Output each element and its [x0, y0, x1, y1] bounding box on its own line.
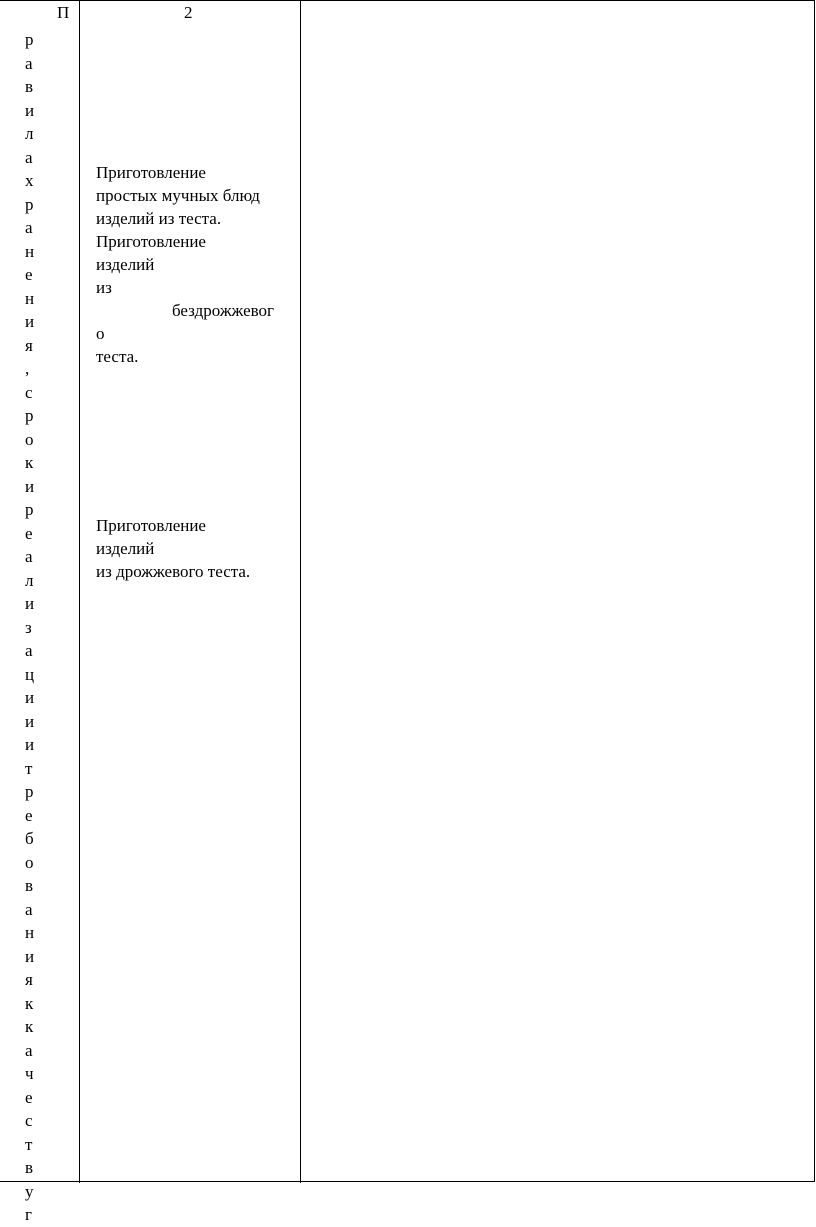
- vertical-letter: а: [25, 1040, 33, 1060]
- column-2-header: 2: [184, 3, 193, 22]
- vertical-letter: а: [25, 53, 33, 73]
- column-divider-2: [300, 1, 301, 1183]
- vertical-letter: р: [25, 406, 34, 425]
- vertical-letter: и: [25, 946, 35, 966]
- vertical-letter: я: [25, 970, 33, 989]
- text-line: Приготовление: [96, 163, 206, 182]
- vertical-letter: н: [25, 923, 35, 942]
- vertical-letter: к: [25, 453, 34, 472]
- vertical-letter: в: [25, 1158, 34, 1177]
- vertical-letter: ч: [25, 1064, 34, 1083]
- vertical-letter: а: [25, 218, 33, 237]
- vertical-letter: ,: [25, 359, 30, 378]
- vertical-letter: ц: [25, 664, 35, 684]
- vertical-letter: о: [25, 852, 34, 872]
- vertical-letter: в: [25, 77, 34, 96]
- vertical-letter: к: [25, 1017, 34, 1036]
- vertical-letter: е: [25, 265, 33, 284]
- vertical-letter: а: [25, 147, 33, 167]
- vertical-letter: р: [25, 30, 34, 49]
- vertical-letter: з: [25, 617, 32, 637]
- vertical-letter: т: [25, 758, 33, 778]
- column-1-header: П: [57, 3, 70, 22]
- text-line: из дрожжевого теста.: [96, 562, 251, 581]
- vertical-letter: с: [25, 382, 33, 402]
- vertical-letter: т: [25, 1134, 33, 1154]
- vertical-letter: а: [25, 899, 33, 919]
- vertical-letter: г: [25, 1205, 32, 1224]
- vertical-letter: я: [25, 335, 33, 355]
- text-line: Приготовление: [96, 516, 206, 535]
- vertical-letter: в: [25, 876, 34, 895]
- text-block-1: [96, 161, 274, 368]
- text-line: теста.: [96, 347, 139, 366]
- vertical-letter: е: [25, 1087, 33, 1107]
- vertical-letter: о: [25, 429, 34, 449]
- text-line: о: [96, 324, 105, 343]
- text-line: Приготовление: [96, 232, 206, 251]
- text-line: из: [96, 278, 112, 297]
- vertical-letter: р: [25, 194, 34, 214]
- vertical-letter: н: [25, 241, 35, 261]
- vertical-letter: е: [25, 805, 33, 825]
- vertical-letter: б: [25, 829, 34, 848]
- vertical-letter: л: [25, 124, 34, 143]
- vertical-letter: р: [25, 782, 34, 801]
- vertical-letter: и: [25, 312, 35, 331]
- vertical-letter: е: [25, 523, 33, 543]
- vertical-letter: к: [25, 993, 34, 1013]
- vertical-letter: и: [25, 711, 35, 731]
- text-line: изделий: [96, 255, 155, 274]
- vertical-letter: и: [25, 735, 35, 754]
- column-divider-1: [79, 1, 80, 1183]
- vertical-text: [25, 28, 34, 1227]
- vertical-letter: н: [25, 288, 35, 308]
- text-block-2: [96, 514, 250, 583]
- vertical-letter: и: [25, 100, 35, 120]
- text-line: бездрожжевог: [172, 301, 275, 320]
- text-line: изделий из теста.: [96, 209, 222, 228]
- column-1-cell: [0, 1, 79, 1224]
- vertical-letter: л: [25, 570, 34, 590]
- vertical-letter: а: [25, 641, 33, 660]
- vertical-letter: и: [25, 476, 35, 496]
- text-line: изделий: [96, 539, 155, 558]
- vertical-letter: а: [25, 547, 33, 566]
- vertical-letter: с: [25, 1111, 33, 1130]
- vertical-letter: и: [25, 688, 35, 707]
- text-line: простых мучных блюд: [96, 186, 260, 205]
- vertical-letter: и: [25, 594, 35, 613]
- vertical-letter: у: [25, 1181, 34, 1201]
- vertical-letter: х: [25, 171, 34, 190]
- vertical-letter: р: [25, 500, 34, 519]
